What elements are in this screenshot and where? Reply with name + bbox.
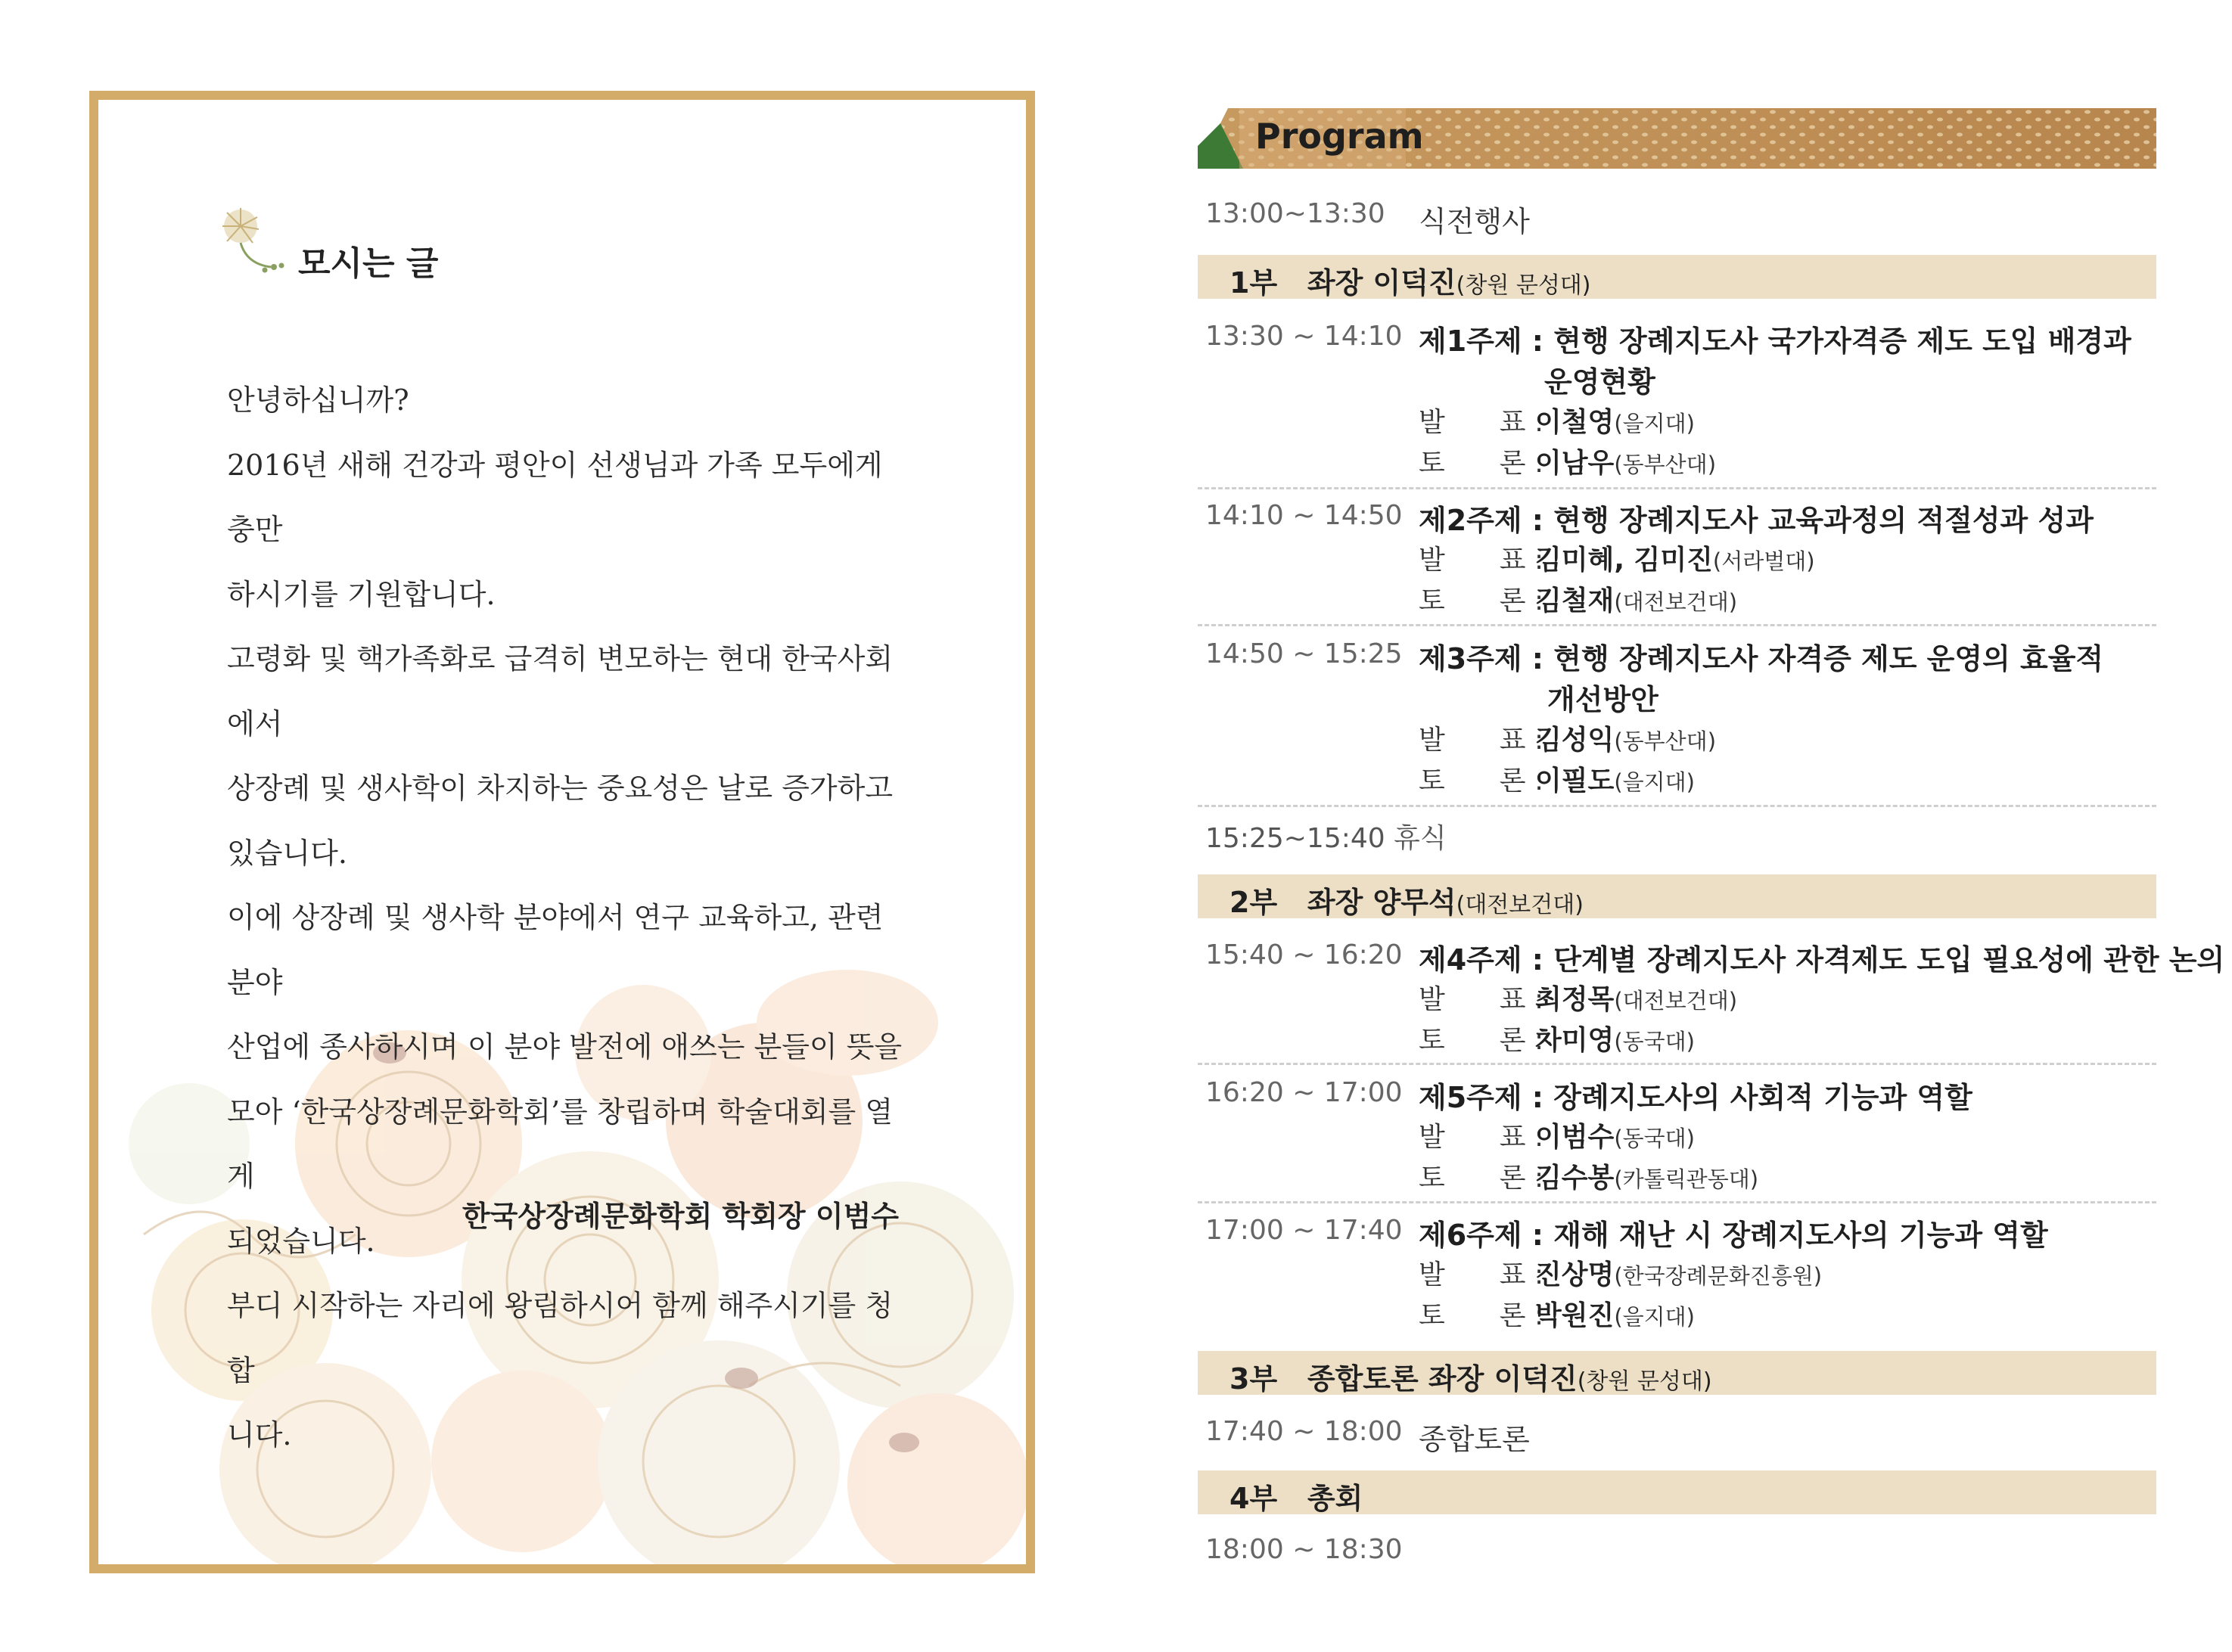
topic-title [1419, 1212, 2048, 1253]
section-part-1 [1198, 255, 2156, 299]
presenter-label: 발 표 : [1419, 1259, 1544, 1290]
time-label: 13:00~13:30 [1205, 198, 1385, 229]
discussant-row [1419, 1019, 1695, 1057]
presenter-name: 최정목 [1535, 984, 1615, 1015]
discussant-label: 토 론 : [1419, 1300, 1544, 1331]
discussant-affiliation: (동부산대) [1614, 452, 1717, 477]
presenter-name: 이범수 [1535, 1122, 1615, 1153]
discussant-name: 차미영 [1535, 1025, 1615, 1056]
discussant-affiliation: (을지대) [1614, 1304, 1695, 1330]
divider [1198, 805, 2156, 807]
letter-line: 2016년 새해 건강과 평안이 선생님과 가족 모두에게 충만 [227, 448, 883, 546]
program-heading: Program [1255, 116, 1424, 157]
schedule-topic-5 [1198, 1074, 2156, 1195]
discussant-label: 토 론 : [1419, 1025, 1544, 1056]
discussant-name: 이필도 [1535, 765, 1615, 796]
schedule-topic-4 [1198, 936, 2225, 1057]
event-label: 종합토론 [1419, 1423, 1530, 1456]
letter-signature: 한국상장례문화학회 학회장 이범수 [462, 1200, 899, 1233]
presenter-row [1419, 1253, 1822, 1292]
part-label: 2부 [1229, 886, 1278, 919]
discussant-affiliation: (카톨릭관동대) [1614, 1166, 1759, 1192]
letter-line: 부디 시작하는 자리에 왕림하시어 함께 해주시기를 청합 [227, 1289, 894, 1387]
chair-affiliation: (대전보건대) [1456, 892, 1584, 918]
discussant-label: 토 론 : [1419, 765, 1544, 796]
letter-line: 상장례 및 생사학이 차지하는 중요성은 날로 증가하고 [227, 772, 894, 805]
time-label: 17:40 ~ 18:00 [1205, 1416, 1403, 1447]
schedule-topic-1 [1198, 318, 2156, 484]
letter-line: 있습니다. [227, 836, 347, 870]
invitation-letter [89, 91, 1035, 1573]
presenter-label: 발 표 : [1419, 984, 1544, 1015]
discussant-row [1419, 759, 1695, 798]
topic-title-continued: 운영현황 [1544, 365, 1655, 399]
part-label: 4부 [1229, 1482, 1278, 1515]
letter-body [227, 368, 919, 1468]
time-label: 16:20 ~ 17:00 [1205, 1077, 1403, 1108]
topic-text: 단계별 장례지도사 자격제도 도입 필요성에 관한 논의 [1553, 943, 2225, 977]
time-label: 15:40 ~ 16:20 [1205, 939, 1403, 970]
presenter-affiliation: (동국대) [1614, 1126, 1695, 1151]
topic-title [1419, 1074, 1972, 1116]
part-label: 1부 [1229, 266, 1278, 300]
presenter-label: 발 표 : [1419, 725, 1544, 756]
presenter-affiliation: (대전보건대) [1614, 988, 1738, 1014]
topic-number: 제1주제 : [1419, 324, 1543, 358]
discussant-name: 김수봉 [1535, 1163, 1615, 1194]
divider [1198, 487, 2156, 489]
topic-text: 재해 재난 시 장례지도사의 기능과 역할 [1553, 1219, 2048, 1252]
topic-number: 제3주제 : [1419, 642, 1543, 675]
event-label: 식전행사 [1419, 205, 1530, 238]
time-label: 18:00 ~ 18:30 [1205, 1534, 1403, 1565]
time-label: 14:50 ~ 15:25 [1205, 638, 1403, 669]
program-banner [1198, 108, 2156, 169]
chair-label: 좌장 이덕진 [1307, 266, 1456, 300]
presenter-name: 김미혜, 김미진 [1535, 545, 1713, 576]
discussant-row [1419, 579, 1737, 618]
topic-title-continued: 개선방안 [1547, 683, 1658, 716]
section-part-3 [1198, 1351, 2156, 1395]
presenter-affiliation: (한국장례문화진흥원) [1614, 1263, 1823, 1289]
chair-label: 좌장 양무석 [1307, 886, 1456, 919]
presenter-row [1419, 719, 1716, 757]
chrysanthemum-icon [210, 203, 294, 287]
chair-affiliation: (창원 문성대) [1577, 1368, 1712, 1395]
divider [1198, 1201, 2156, 1203]
discussant-affiliation: (대전보건대) [1614, 589, 1738, 615]
schedule-topic-3 [1198, 635, 2156, 802]
presenter-affiliation: (동부산대) [1614, 728, 1717, 754]
divider [1198, 1063, 2156, 1065]
discussant-row [1419, 1157, 1758, 1195]
presenter-name: 진상명 [1535, 1259, 1615, 1290]
presenter-row [1419, 1116, 1695, 1154]
presenter-label: 발 표 : [1419, 545, 1544, 576]
letter-line: 모아 ‘한국상장례문화학회’를 창립하며 학술대회를 열게 [227, 1095, 894, 1193]
letter-line: 산업에 종사하시며 이 분야 발전에 애쓰는 분들이 뜻을 [227, 1030, 903, 1064]
letter-heading [210, 200, 438, 290]
presenter-row [1419, 401, 1695, 439]
topic-number: 제4주제 : [1419, 943, 1543, 977]
presenter-name: 이철영 [1535, 407, 1615, 438]
part-label: 3부 [1229, 1362, 1278, 1396]
letter-line: 니다. [227, 1418, 292, 1452]
letter-line: 고령화 및 핵가족화로 급격히 변모하는 현대 한국사회에서 [227, 642, 894, 741]
divider [1198, 624, 2156, 626]
discussant-row [1419, 1294, 1695, 1333]
topic-title [1419, 635, 2103, 677]
letter-line: 되었습니다. [227, 1224, 375, 1258]
topic-title [1419, 936, 2224, 978]
discussant-affiliation: (을지대) [1614, 769, 1695, 795]
chair-label: 종합토론 좌장 이덕진 [1307, 1362, 1578, 1396]
discussant-name: 김철재 [1535, 585, 1615, 616]
discussant-name: 이남우 [1535, 448, 1615, 479]
presenter-label: 발 표 : [1419, 407, 1544, 438]
presenter-affiliation: (서라벌대) [1712, 548, 1815, 574]
time-label: 17:00 ~ 17:40 [1205, 1215, 1403, 1246]
discussant-row [1419, 442, 1716, 480]
discussant-affiliation: (동국대) [1614, 1029, 1695, 1054]
topic-text: 현행 장례지도사 자격증 제도 운영의 효율적 [1553, 642, 2104, 675]
letter-line: 안녕하십니까? [227, 384, 409, 417]
section-part-4 [1198, 1470, 2156, 1514]
topic-number: 제6주제 : [1419, 1219, 1543, 1252]
presenter-label: 발 표 : [1419, 1122, 1544, 1153]
presenter-affiliation: (을지대) [1614, 411, 1695, 436]
time-label: 14:10 ~ 14:50 [1205, 500, 1403, 531]
letter-line: 하시기를 기원합니다. [227, 577, 496, 611]
topic-text: 현행 장례지도사 교육과정의 적절성과 성과 [1553, 504, 2094, 537]
topic-number: 제2주제 : [1419, 504, 1543, 537]
letter-title: 모시는 글 [298, 244, 439, 283]
discussant-label: 토 론 : [1419, 448, 1544, 479]
schedule-topic-6 [1198, 1212, 2156, 1333]
break-label: 15:25~15:40 휴식 [1205, 823, 1447, 854]
schedule-topic-2 [1198, 497, 2156, 618]
discussant-label: 토 론 : [1419, 1163, 1544, 1194]
letter-line: 이에 상장례 및 생사학 분야에서 연구 교육하고, 관련 분야 [227, 901, 884, 999]
section-part-2 [1198, 874, 2156, 918]
topic-title [1419, 318, 2131, 359]
presenter-row [1419, 539, 1815, 577]
topic-text: 장례지도사의 사회적 기능과 역할 [1553, 1081, 1972, 1114]
time-label: 13:30 ~ 14:10 [1205, 321, 1403, 352]
topic-title [1419, 497, 2094, 539]
discussant-label: 토 론 : [1419, 585, 1544, 616]
topic-number: 제5주제 : [1419, 1081, 1543, 1114]
discussant-name: 박원진 [1535, 1300, 1615, 1331]
presenter-row [1419, 978, 1737, 1017]
chair-label: 총회 [1307, 1482, 1363, 1515]
chair-affiliation: (창원 문성대) [1456, 272, 1591, 299]
topic-text: 현행 장례지도사 국가자격증 제도 도입 배경과 [1553, 324, 2131, 358]
presenter-name: 김성익 [1535, 725, 1615, 756]
